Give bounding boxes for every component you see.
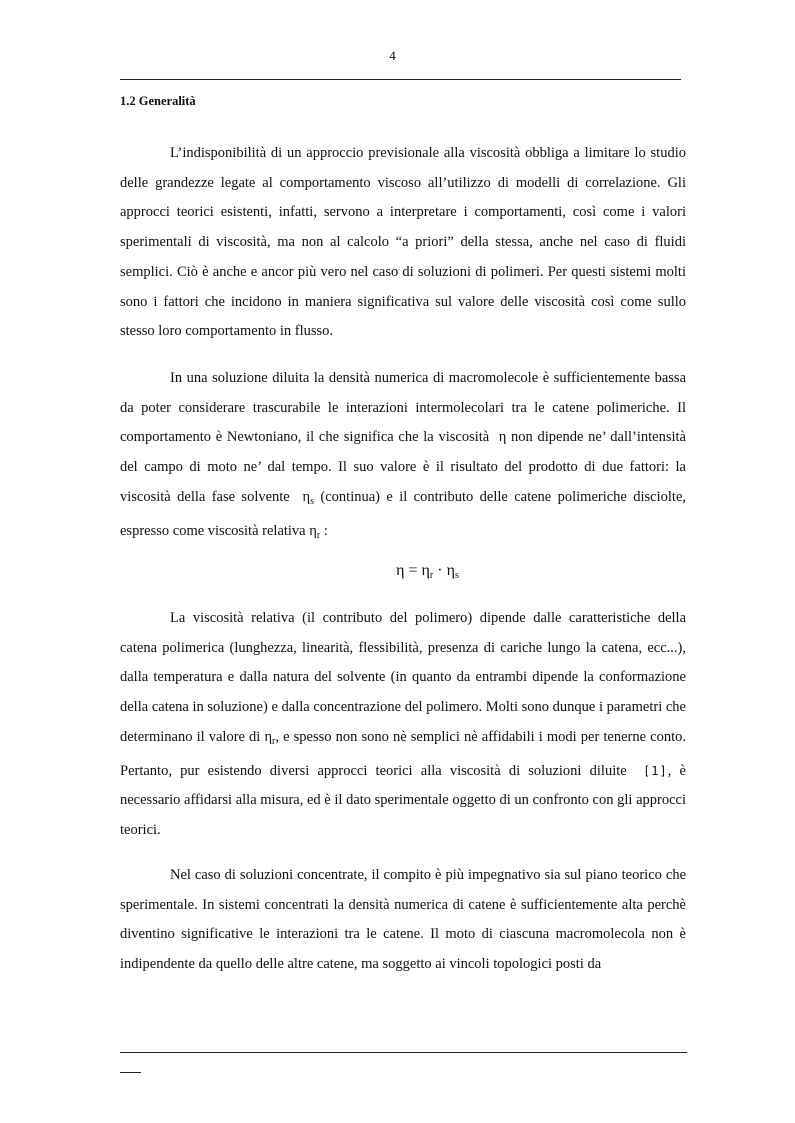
text-run: La viscosità relativa (il contributo del polimero) dipende dalle caratteristiche della catena polimerica (lunghezza, linearità, flessibilità, presenza di cariche lungo la catena, ecc...), dalla temperatura e dalla natura del solvente (in quanto da entrambi dipende la conformazione della catena in soluzione) e dalla concentrazione del polimero. Molti sono dunque i parametri che determinano il valore di — [120, 610, 686, 745]
text-run: In una soluzione diluita la densità numerica di macromolecole è sufficientemente bassa da poter considerare trascurabile le interazioni intermolecolari tra le catene polimeriche. Il comportamento è Newtoniano, il che significa che la viscosità — [120, 370, 686, 446]
paragraph-intro: L’indisponibilità di un approccio previsionale alla viscosità obbliga a limitare lo studio delle grandezze legate al comportamento viscoso all’utilizzo di modelli di correlazione. Gli approcci teorici esistenti, infatti, servono a interpretare i comportamenti, così come i valori sperimentali di viscosità, ma non al calcolo “a priori” della stessa, anche nel caso di fluidi semplici. Ciò è anche e ancor più vero nel caso di soluzioni di polimeri. Per questi sistemi molti sono i fattori che incidono in maniera significativa sul valore delle viscosità così come sullo stesso loro comportamento in flusso. — [120, 145, 686, 340]
eq-sub-s: s — [454, 570, 459, 581]
eta-r-symbol — [264, 729, 275, 745]
eta-r-symbol — [309, 523, 320, 539]
section-heading: 1.2 Generalità — [120, 94, 196, 108]
eta-glyph: η — [309, 522, 317, 539]
subscript-s: s — [310, 495, 315, 507]
eq-eta-s: η — [446, 562, 455, 579]
footer-rule — [120, 1052, 687, 1053]
eta-glyph: η — [264, 728, 273, 745]
header-rule — [120, 79, 681, 80]
text-run: , è necessario affidarsi alla misura, ed è il dato sperimentale oggetto di un confronto con gli approcci teorici. — [120, 762, 686, 838]
text-run: non dipende ne’ dall’intensità del campo di moto ne’ dal tempo. Il suo valore è il risultato del prodotto di due fattori: la viscosità della fase solvente — [120, 429, 686, 505]
subscript-r: r — [272, 735, 276, 747]
subscript-r: r — [316, 529, 321, 541]
viscosity-equation — [0, 562, 795, 581]
text-run: (continua) e il contributo delle catene polimeriche disciolte, espresso come viscosità relativa — [120, 488, 687, 539]
page-number: 4 — [389, 48, 396, 63]
eta-glyph: η — [302, 488, 311, 505]
eq-eta-r: η — [421, 562, 430, 579]
eta-s-symbol — [303, 489, 315, 505]
paragraph-concentrated-solution: Nel caso di soluzioni concentrate, il compito è più impegnativo sia sul piano teorico che sperimentale. In sistemi concentrati la densità numerica di catene è sufficientemente alta perchè diventino significative le interazioni tra le catene. Il moto di ciascuna macromolecola non è indipendente da quello delle altre catene, ma soggetto ai vincoli topologici posti da — [120, 867, 686, 973]
eq-lhs: η — [396, 562, 405, 579]
eq-equals: = — [404, 562, 422, 579]
footer-rule-stub — [120, 1072, 141, 1073]
text-run: : — [323, 522, 328, 539]
paragraph-relative-viscosity — [120, 604, 686, 846]
eq-sub-r: r — [429, 570, 434, 581]
eta-symbol: η — [498, 429, 507, 446]
text-run: , e spesso non sono nè semplici nè affidabili i modi per tenerne conto. Pertanto, pur esistendo diversi approcci teorici alla viscosità di soluzioni diluite — [120, 728, 686, 779]
paragraph-dilute-solution — [120, 364, 686, 550]
citation-reference[interactable]: [1] — [643, 763, 668, 778]
eq-dot: · — [433, 562, 447, 579]
